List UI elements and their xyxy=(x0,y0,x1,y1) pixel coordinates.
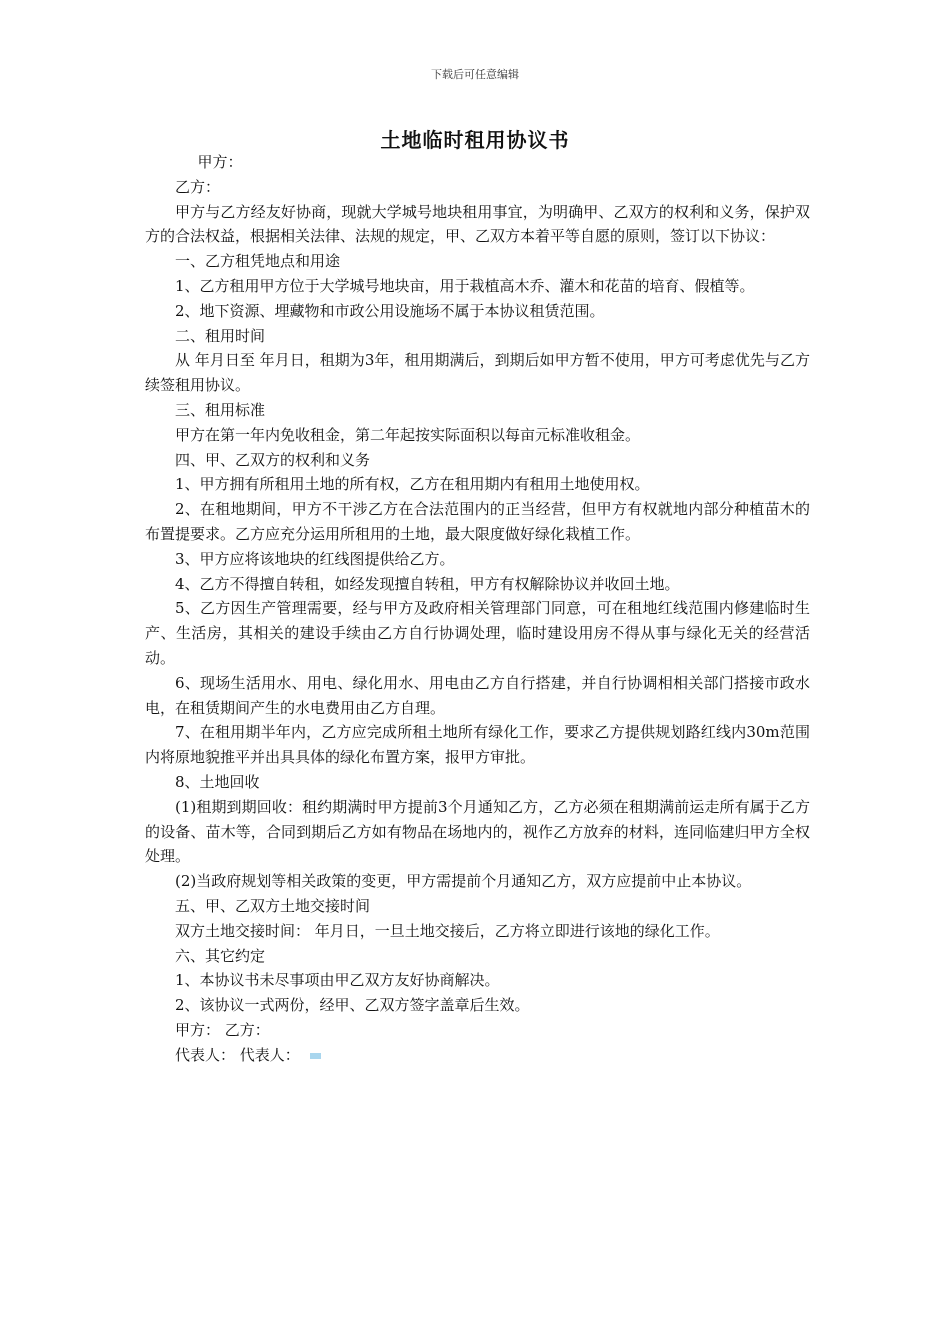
party-b-line: 乙方： xyxy=(175,177,221,196)
clause-paragraph: 1、乙方租用甲方位于大学城号地块亩，用于栽植高木乔、灌木和花苗的培育、假植等。 xyxy=(175,276,755,295)
signature-representatives-line xyxy=(145,1043,810,1068)
clause-paragraph: 3、甲方应将该地块的红线图提供给乙方。 xyxy=(175,549,455,568)
clause-paragraph: 7、在租用期半年内，乙方应完成所租土地所有绿化工作，要求乙方提供规划路红线内30m范围内将原地貌推平并出具具体的绿化布置方案，报甲方审批。 xyxy=(145,723,810,767)
section-heading: 五、甲、乙双方土地交接时间 xyxy=(175,896,371,915)
preamble-paragraph: 甲方与乙方经友好协商，现就大学城号地块租用事宜，为明确甲、乙双方的权利和义务，保护双方的合法权益，根据相关法律、法规的规定，甲、乙双方本着平等自愿的原则，签订以下协议： xyxy=(145,202,810,246)
section-heading: 四、甲、乙双方的权利和义务 xyxy=(175,450,371,469)
clause-paragraph: 2、在租地期间，甲方不干涉乙方在合法范围内的正当经营，但甲方有权就地内部分种植苗木的布置提要求。乙方应充分运用所租用的土地，最大限度做好绿化栽植工作。 xyxy=(145,500,810,543)
section-heading: 二、租用时间 xyxy=(175,326,266,345)
signature-parties-line: 甲方： 乙方： xyxy=(175,1020,270,1039)
clause-paragraph: 2、该协议一式两份，经甲、乙双方签字盖章后生效。 xyxy=(175,996,530,1015)
section-heading: 三、租用标准 xyxy=(175,400,266,419)
clause-paragraph: 1、本协议书未尽事项由甲乙双方友好协商解决。 xyxy=(175,971,500,990)
clause-paragraph: 1、甲方拥有所租用土地的所有权，乙方在租用期内有租用土地使用权。 xyxy=(175,475,650,494)
clause-paragraph: 甲方在第一年内免收租金，第二年起按实际面积以每亩元标准收租金。 xyxy=(175,425,641,444)
representatives-label: 代表人： 代表人： xyxy=(175,1045,300,1064)
clause-paragraph: 4、乙方不得擅自转租，如经发现擅自转租，甲方有权解除协议并收回土地。 xyxy=(175,574,680,593)
section-heading: 六、其它约定 xyxy=(175,946,266,965)
clause-paragraph: 从 年月日至 年月日，租期为3年，租用期满后，到期后如甲方暂不使用，甲方可考虑优先与乙方续签租用协议。 xyxy=(145,351,810,395)
document-body xyxy=(145,150,810,1067)
clause-paragraph: 2、地下资源、埋藏物和市政公用设施场不属于本协议租赁范围。 xyxy=(175,301,605,320)
text-cursor-marker xyxy=(310,1053,321,1059)
section-heading: 一、乙方租凭地点和用途 xyxy=(175,252,341,271)
document-title: 土地临时租用协议书 xyxy=(380,128,570,152)
clause-paragraph: (2)当政府规划等相关政策的变更，甲方需提前个月通知乙方，双方应提前中止本协议。 xyxy=(175,872,752,891)
clause-paragraph: 双方土地交接时间： 年月日，一旦土地交接后，乙方将立即进行该地的绿化工作。 xyxy=(175,921,720,940)
section-heading: 8、土地回收 xyxy=(175,772,260,791)
clause-paragraph: 5、乙方因生产管理需要，经与甲方及政府相关管理部门同意，可在租地红线范围内修建临时生产、生活房，其相关的建设手续由乙方自行协调处理，临时建设用房不得从事与绿化无关的经营活动。 xyxy=(145,599,810,667)
clause-paragraph: (1)租期到期回收：租约期满时甲方提前3个月通知乙方，乙方必须在租期满前运走所有属于乙方的设备、苗木等，合同到期后乙方如有物品在场地内的，视作乙方放弃的材料，连同临建归甲方全权处理。 xyxy=(145,797,810,866)
clause-paragraph: 6、现场生活用水、用电、绿化用水、用电由乙方自行搭建，并自行协调相相关部门搭接市政水电，在租赁期间产生的水电费用由乙方自理。 xyxy=(145,673,810,717)
party-a-line: 甲方： xyxy=(197,153,243,171)
header-note: 下载后可任意编辑 xyxy=(431,68,519,81)
